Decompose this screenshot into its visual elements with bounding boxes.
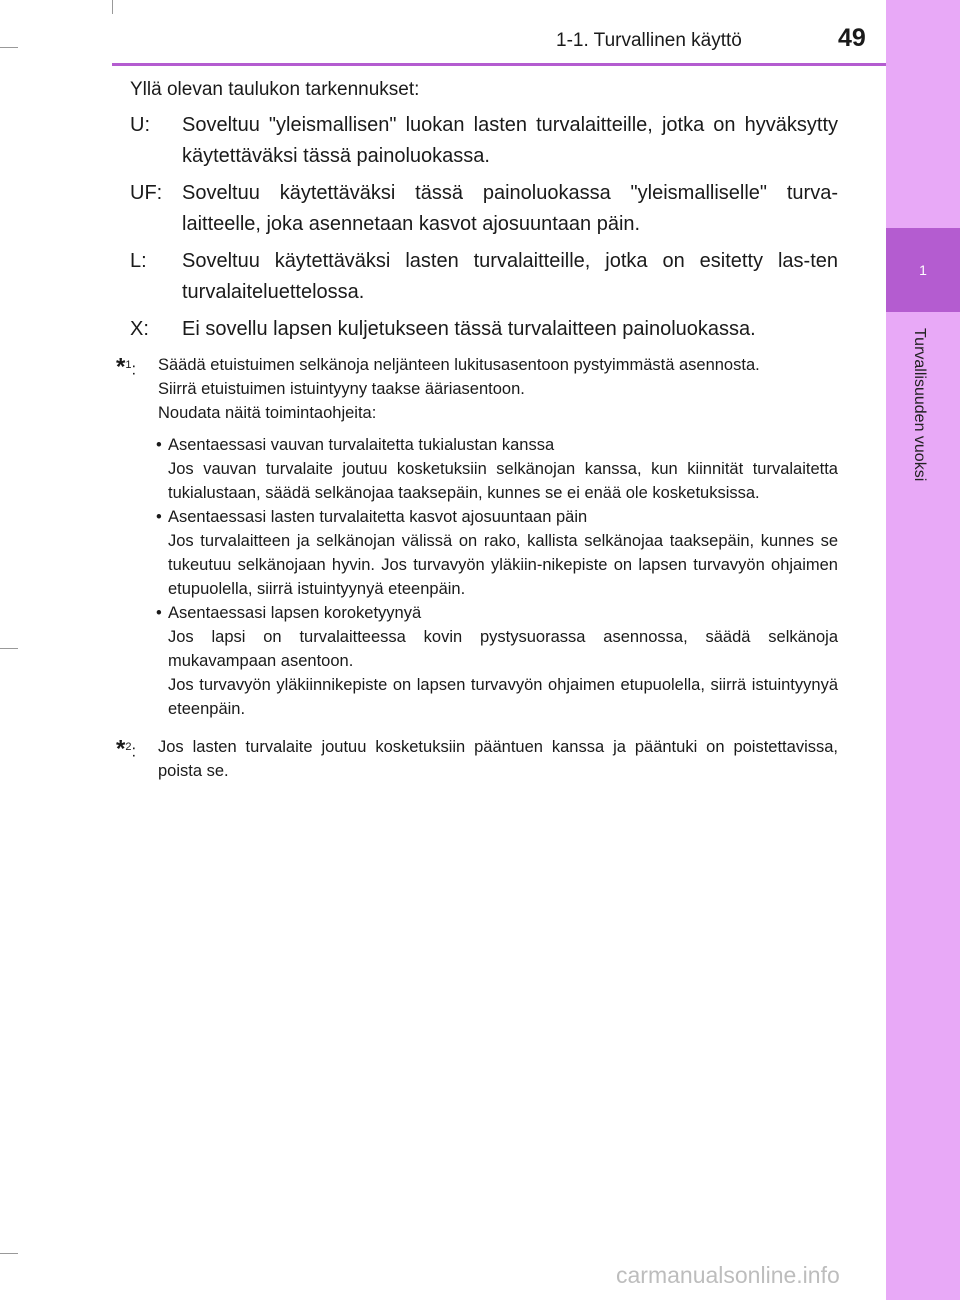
footnote-line: Siirrä etuistuimen istuintyyny taakse ääriasentoon. <box>158 380 525 398</box>
footnote-star: * <box>116 353 126 381</box>
bullet-icon: • <box>156 508 162 526</box>
instruction-item <box>158 433 838 505</box>
footnote-number: 2 <box>125 741 132 753</box>
chapter-number: 1 <box>919 262 927 278</box>
footnote-marker <box>116 353 158 721</box>
footnote-star: * <box>116 735 126 763</box>
legend-text: Soveltuu käytettäväksi tässä painoluokassa "yleismalliselle" turva-laitteelle, joka asennetaan kasvot ajosuuntaan päin. <box>182 182 838 235</box>
legend-key: UF: <box>130 182 163 204</box>
legend-item <box>130 110 838 172</box>
instruction-text: Jos turvavyön yläkiinnikepiste on lapsen turvavyön ohjaimen etupuolella, siirrä istuintyynyä eteenpäin. <box>168 676 838 718</box>
chapter-tab <box>886 228 960 312</box>
watermark: carmanualsonline.info <box>616 1262 840 1288</box>
legend-text: Soveltuu "yleismallisen" luokan lasten turvalaitteille, jotka on hyväksytty käytettäväksi tässä painoluokassa. <box>182 114 838 167</box>
footnote-body <box>158 353 838 721</box>
chapter-title: Turvallisuuden vuoksi <box>911 328 928 482</box>
instruction-body <box>168 505 838 601</box>
legend-text: Soveltuu käytettäväksi lasten turvalaitteille, jotka on esitetty las-ten turvalaiteluettelossa. <box>182 250 838 303</box>
header-divider <box>112 63 886 66</box>
section-title: 1-1. Turvallinen käyttö <box>556 30 742 51</box>
instruction-list <box>158 433 838 721</box>
instruction-text: Jos lapsi on turvalaitteessa kovin pystysuorassa asennossa, säädä selkänoja mukavampaan asentoon. <box>168 628 838 670</box>
legend-text: Ei sovellu lapsen kuljetukseen tässä turvalaitteen painoluokassa. <box>182 318 756 340</box>
crop-mark <box>112 0 113 14</box>
bullet-icon: • <box>156 604 162 622</box>
instruction-text: Jos vauvan turvalaite joutuu kosketuksiin selkänojan kanssa, kun kiinnität turvalaitetta tukialustaan, säädä selkänojaa taaksepäin, kunnes se ei enää ole kosketuksissa. <box>168 460 838 502</box>
footnote-1 <box>116 353 838 721</box>
page-number: 49 <box>838 24 866 52</box>
footnote-separator: : <box>131 360 137 379</box>
footnote-separator: : <box>131 742 137 761</box>
instruction-body <box>168 433 838 505</box>
footnote-2 <box>116 735 838 783</box>
footnote-line: Jos lasten turvalaite joutuu kosketuksiin pääntuen kanssa ja pääntuki on poistettavissa, poista se. <box>158 738 838 780</box>
legend-key: U: <box>130 114 150 136</box>
instruction-title: Asentaessasi vauvan turvalaitetta tukialustan kanssa <box>168 436 555 454</box>
footnote-body <box>158 735 838 783</box>
chapter-sidebar <box>886 0 960 1300</box>
footnote-marker <box>116 735 158 783</box>
footnote-line: Noudata näitä toimintaohjeita: <box>158 404 377 422</box>
footnote-line: Säädä etuistuimen selkänoja neljänteen lukitusasentoon pystyimmästä asennosta. <box>158 356 760 374</box>
crop-mark <box>0 648 18 649</box>
legend-key: X: <box>130 318 149 340</box>
instruction-body <box>168 601 838 721</box>
intro-text: Yllä olevan taulukon tarkennukset: <box>130 79 420 100</box>
page-content <box>116 72 838 783</box>
bullet-icon: • <box>156 436 162 454</box>
legend-item <box>130 314 838 345</box>
crop-mark <box>0 47 18 48</box>
instruction-text: Jos turvalaitteen ja selkänojan välissä on rako, kallista selkänojaa taaksepäin, kunnes se tukeutuu selkänojaan hyvin. Jos turvavyön yläkiin-nikepiste on lapsen turvavyön ohjaimen etupuolella, siirrä istuintyynyä eteenpäin. <box>168 532 838 598</box>
instruction-item <box>158 601 838 721</box>
instruction-title: Asentaessasi lapsen koroketyynyä <box>168 604 422 622</box>
instruction-item <box>158 505 838 601</box>
footnote-number: 1 <box>125 359 132 371</box>
legend-item <box>130 246 838 308</box>
crop-mark <box>0 1253 18 1254</box>
legend-item <box>130 178 838 240</box>
instruction-title: Asentaessasi lasten turvalaitetta kasvot ajosuuntaan päin <box>168 508 588 526</box>
legend-key: L: <box>130 250 147 272</box>
